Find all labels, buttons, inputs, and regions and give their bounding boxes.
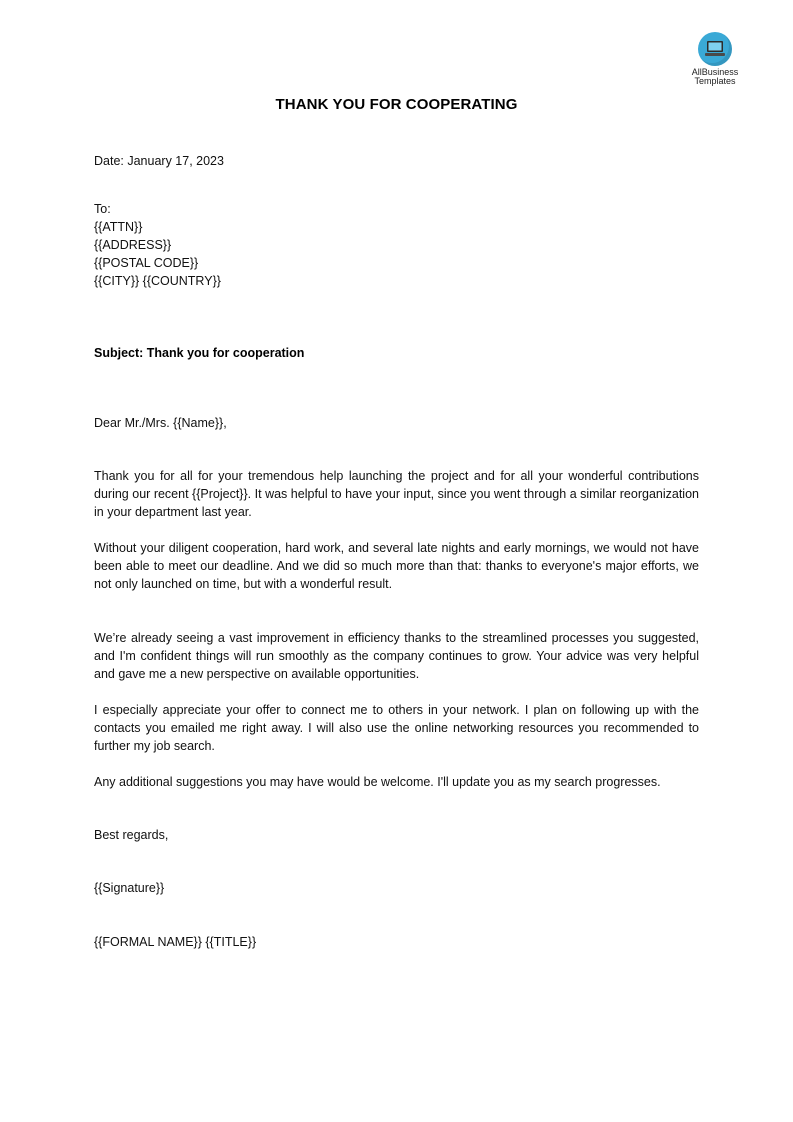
signature-placeholder: {{Signature}} <box>94 881 165 895</box>
allbusiness-templates-logo <box>684 32 746 86</box>
address-attn: {{ATTN}} <box>94 220 143 234</box>
body-paragraph-3: We’re already seeing a vast improvement in efficiency thanks to the streamlined processes you suggested, and I'm confident things will run smoothly as the company continues to grow. Your advice was very helpful and gave me a new perspective on available opportunities. <box>94 631 699 681</box>
laptop-icon <box>698 32 732 66</box>
letter-closing: Best regards, <box>94 828 169 842</box>
logo-text-line-1: AllBusiness <box>691 67 739 77</box>
address-city-country: {{CITY}} {{COUNTRY}} <box>94 274 221 288</box>
recipient-address <box>94 200 699 290</box>
document-title: THANK YOU FOR COOPERATING <box>275 96 518 113</box>
body-paragraph-4: I especially appreciate your offer to connect me to others in your network. I plan on following up with the contacts you emailed me right away. I will also use the online networking resources you recommended to further my job search. <box>94 703 699 753</box>
address-to-label: To: <box>94 202 111 216</box>
body-paragraph-1: Thank you for all for your tremendous help launching the project and for all your wonderful contributions during our recent {{Project}}. It was helpful to have your input, since you went through a similar reorganization in your department last year. <box>94 469 699 519</box>
body-paragraph-2: Without your diligent cooperation, hard work, and several late nights and early mornings, we would not have been able to meet our deadline. And we did so much more than that: thanks to everyone's major efforts, we not only launched on time, but with a wonderful result. <box>94 541 699 591</box>
letter-body <box>94 467 699 791</box>
address-street: {{ADDRESS}} <box>94 238 172 252</box>
formal-name-title: {{FORMAL NAME}} {{TITLE}} <box>94 935 257 949</box>
letter-salutation: Dear Mr./Mrs. {{Name}}, <box>94 416 227 430</box>
logo-text <box>684 68 746 86</box>
body-paragraph-5: Any additional suggestions you may have would be welcome. I'll update you as my search progresses. <box>94 775 661 789</box>
letter-subject: Subject: Thank you for cooperation <box>94 346 305 360</box>
address-postal-code: {{POSTAL CODE}} <box>94 256 199 270</box>
letter-date: Date: January 17, 2023 <box>94 154 224 168</box>
logo-text-line-2: Templates <box>694 76 736 86</box>
